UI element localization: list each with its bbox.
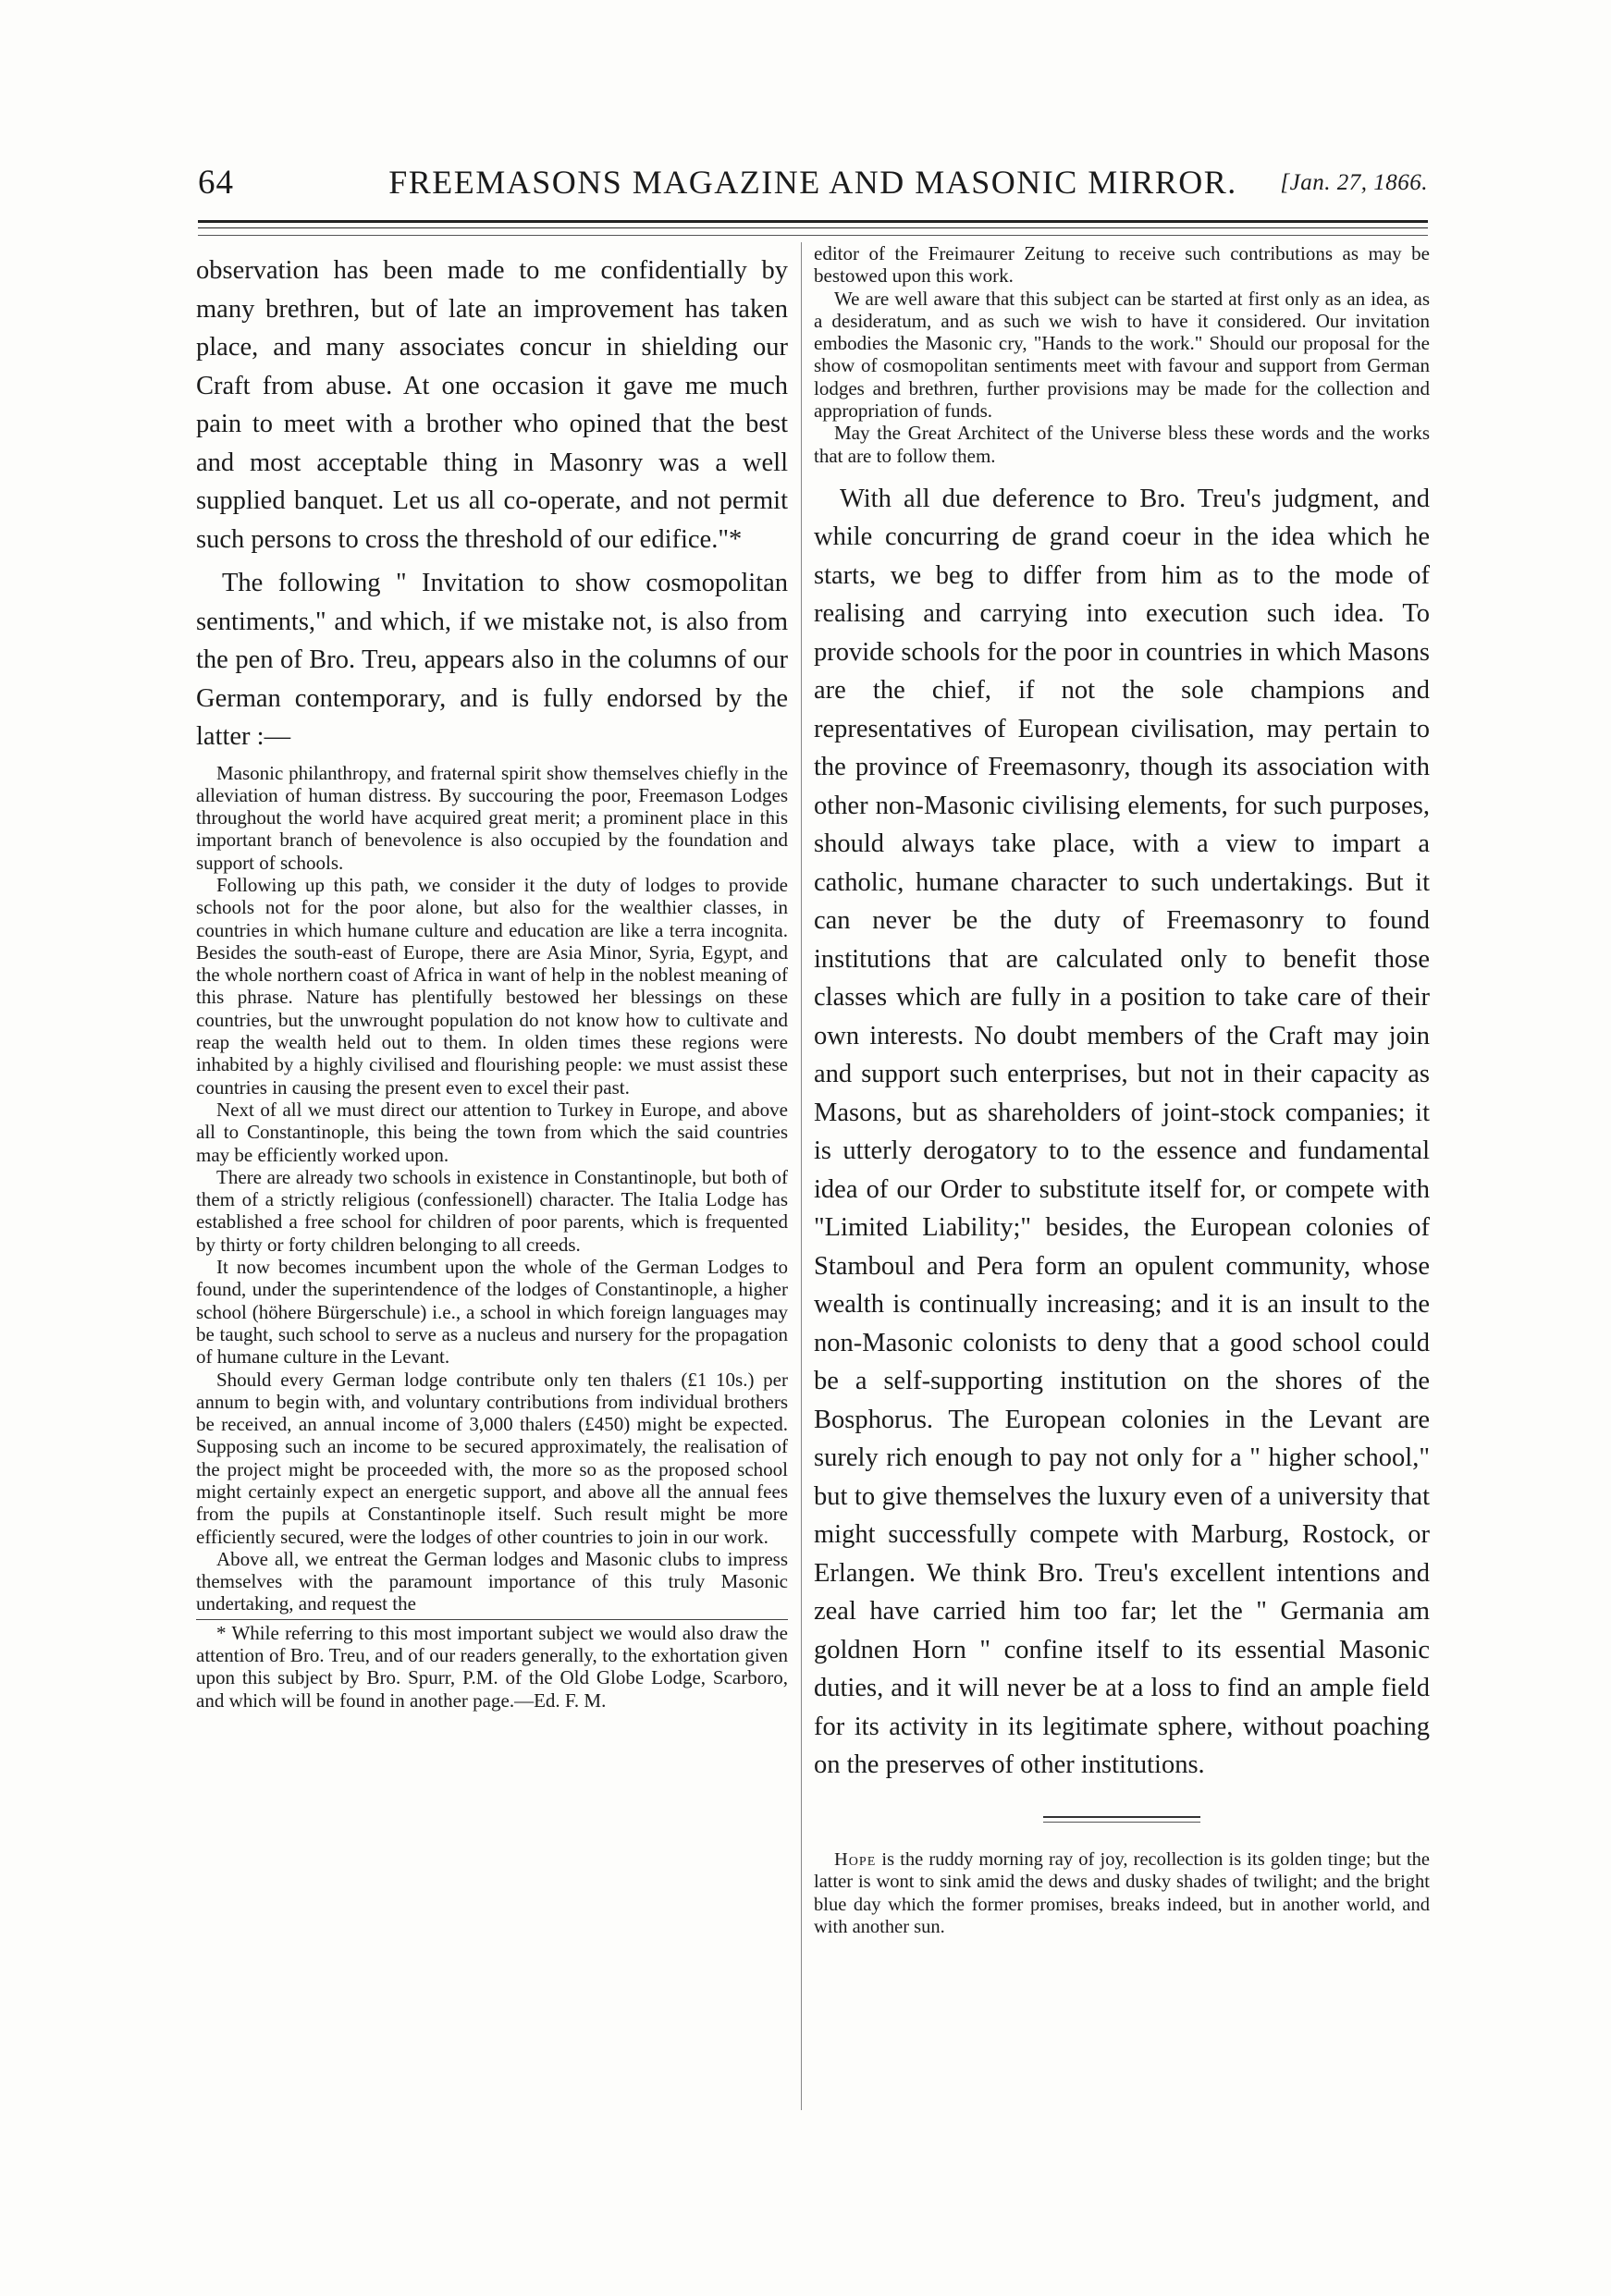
- page-number: 64: [198, 164, 234, 202]
- hope-text: is the ruddy morning ray of joy, recollection is its golden tinge; but the latter is wont to sink amid the dews and dusky shades of twilight; and the bright blue day which the former promises, breaks indeed, but in another world, and with another sun.: [814, 1848, 1430, 1938]
- quoted-paragraph: There are already two schools in existence in Constantinople, but both of them of a strictly religious (confessionell) character. The Italia Lodge has established a free school for children of poor parents, which is frequented by thirty or forty children belonging to all creeds.: [196, 1165, 788, 1256]
- header-rule-thin: [198, 227, 1428, 228]
- hope-lead-word: Hope: [834, 1848, 877, 1870]
- body-paragraph: The following " Invitation to show cosmopolitan sentiments," and which, if we mistake not, is also from the pen of Bro. Treu, appears also in the columns of our German contemporary, and is fully endorsed by the latter :—: [196, 569, 788, 751]
- issue-date: [Jan. 27, 1866.: [1280, 170, 1428, 195]
- left-column: [196, 252, 788, 2119]
- quoted-paragraph: It now becomes incumbent upon the whole of the German Lodges to found, under the superintendence of the lodges of Constantinople, a higher school (höhere Bürgerschule) i.e., a school in which foreign languages may be taught, such school to serve as a nucleus and nursery for the propagation of humane culture in the Levant.: [196, 1256, 788, 1369]
- running-head: [198, 163, 1428, 215]
- quoted-paragraph: editor of the Freimaurer Zeitung to receive such contributions as may be bestowed upon this work.: [814, 242, 1430, 288]
- footnote: * While referring to this most important subject we would also draw the attention of Bro. Treu, and of our readers generally, to the exhortation given upon this subject by Bro. Spurr, P.M. of the Old Globe Lodge, Scarboro, and which will be found in another page.—Ed. F. M.: [196, 1619, 788, 1712]
- right-column: [814, 242, 1430, 2119]
- quoted-paragraph: Masonic philanthropy, and fraternal spirit show themselves chiefly in the alleviation of human distress. By succouring the poor, Freemason Lodges throughout the world have acquired great merit; a prominent place in this important branch of benevolence is also occupied by the foundation and support of schools.: [196, 761, 788, 874]
- quoted-paragraph: Next of all we must direct our attention to Turkey in Europe, and above all to Constantinople, this being the town from which the said countries may be efficiently worked upon.: [196, 1098, 788, 1166]
- magazine-title: FREEMASONS MAGAZINE AND MASONIC MIRROR.: [388, 164, 1237, 201]
- header-rule: [198, 220, 1428, 223]
- quoted-paragraph: May the Great Architect of the Universe bless these words and the works that are to follow them.: [814, 422, 1430, 467]
- section-ornament: [1043, 1816, 1200, 1823]
- quoted-paragraph: Should every German lodge contribute only ten thalers (£1 10s.) per annum to begin with, and voluntary contributions from individual brothers be received, an annual income of 3,000 thalers (£450) might be expected. Supposing such an income to be secured approximately, the realisation of the project might be proceeded with, the more so as the proposed school might certainly expect an energetic support, and above all the annual fees from the pupils at Constantinople itself. Such result might be more efficiently secured, were the lodges of other countries to join in our work.: [196, 1368, 788, 1548]
- hope-paragraph: [814, 1848, 1430, 1939]
- body-paragraph: With all due deference to Bro. Treu's judgment, and while concurring de grand coeur in the idea which he starts, we beg to differ from him as to the mode of realising and carrying into execution such idea. To provide schools for the poor in countries in which Masons are the chief, if not the sole champions and representatives of European civilisation, may pertain to the province of Freemasonry, though its association with other non-Masonic civilising elements, for such purposes, should always take place, with a view to impart a catholic, humane character to such undertakings. But it can never be the duty of Freemasonry to found institutions that are calculated only to benefit those classes which are fully in a position to take care of their own interests. No doubt members of the Craft may join and support such enterprises, but not in their capacity as Masons, but as shareholders of joint-stock companies; it is utterly derogatory to to the essence and fundamental idea of our Order to substitute itself for, or compete with "Limited Liability;" besides, the European colonies of Stamboul and Pera form an opulent community, whose wealth is continually increasing; and it is an insult to the non-Masonic colonists to deny that a good school could be a self-supporting institution on the shores of the Bosphorus. The European colonies in the Levant are surely rich enough to pay not only for a " higher school," but to give themselves the luxury even of a university that might successfully compete with Marburg, Rostock, or Erlangen. We think Bro. Treu's excellent intentions and zeal have carried him too far; let the " Germania am goldnen Horn " confine itself to its essential Masonic duties, and it will never be at a loss to find an ample field for its activity in its legitimate sphere, without poaching on the preserves of other institutions.: [814, 484, 1430, 1780]
- quoted-paragraph: Above all, we entreat the German lodges and Masonic clubs to impress themselves with the paramount importance of this truly Masonic undertaking, and request the: [196, 1547, 788, 1615]
- column-divider: [801, 242, 802, 2110]
- quoted-paragraph: Following up this path, we consider it the duty of lodges to provide schools not for the poor alone, but also for the wealthier classes, in countries in which humane culture and education are like a terra incognita. Besides the south-east of Europe, there are Asia Minor, Syria, Egypt, and the whole northern coast of Africa in want of help in the noblest meaning of this phrase. Nature has plentifully bestowed her blessings on these countries, but the unwrought population do not know how to cultivate and reap the wealth held out to them. In olden times these regions were inhabited by a highly civilised and flourishing people: we must assist these countries in causing the present even to excel their past.: [196, 873, 788, 1099]
- header-rule-thin-2: [198, 235, 1428, 236]
- quoted-paragraph: We are well aware that this subject can be started at first only as an idea, as a desideratum, and as such we wish to have it considered. Our invitation embodies the Masonic cry, "Hands to the work." Should our proposal for the show of cosmopolitan sentiments meet with favour and support from German lodges and brethren, further provisions may be made for the collection and appropriation of funds.: [814, 287, 1430, 423]
- body-paragraph: observation has been made to me confidentially by many brethren, but of late an improvement has taken place, and many associates concur in shielding our Craft from abuse. At one occasion it gave me much pain to meet with a brother who opined that the best and most acceptable thing in Masonry was a well supplied banquet. Let us all co-operate, and not permit such persons to cross the threshold of our edifice."*: [196, 256, 788, 554]
